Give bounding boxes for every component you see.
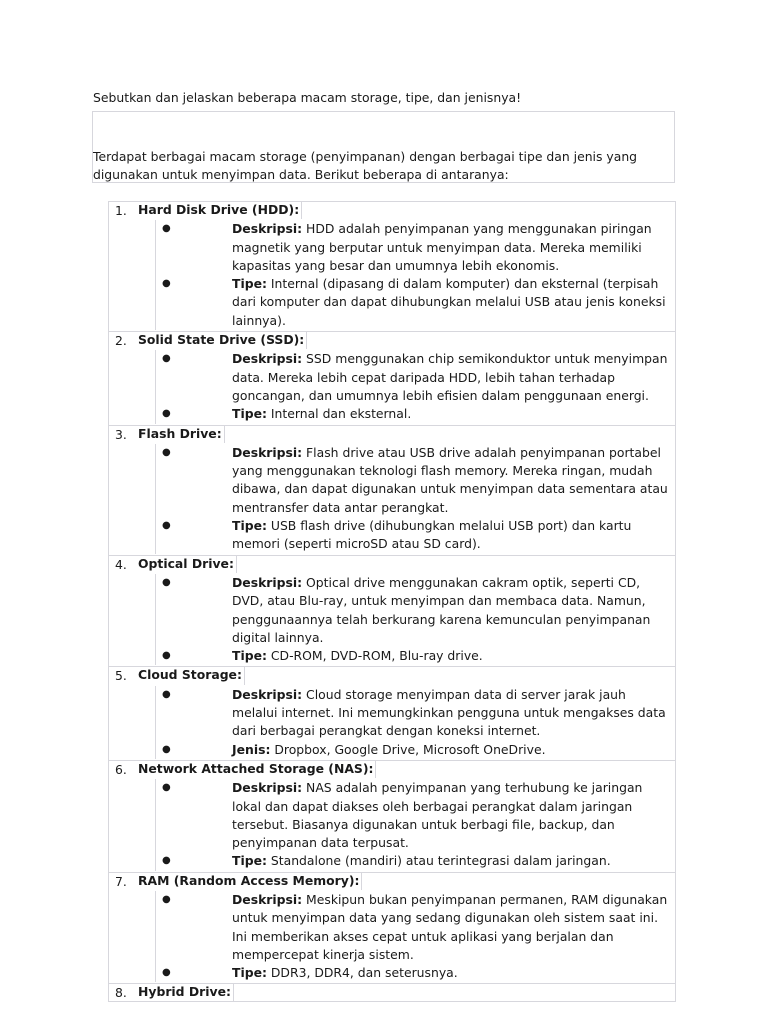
detail-text: CD-ROM, DVD-ROM, Blu-ray drive. (266, 648, 483, 664)
item-title: Solid State Drive (SSD): (138, 331, 307, 349)
detail-text: Flash drive atau USB drive adalah penyimpanan portabel yang menggunakan teknologi flash memory. Mereka ringan, mudah dibawa, dan dapat digunakan untuk menyimpan data sementara atau mentransfer data antar perangkat. (232, 444, 668, 515)
list-item-header (108, 331, 676, 349)
detail-label: Tipe: (232, 518, 267, 534)
detail-label: Deskripsi: (232, 221, 303, 237)
detail-text: Internal dan eksternal. (266, 406, 412, 422)
detail-point (155, 405, 674, 423)
detail-label: Deskripsi: (232, 444, 303, 460)
item-number: 1. (115, 203, 127, 218)
item-number: 5. (115, 668, 127, 684)
detail-point (155, 444, 674, 517)
list-item-header (108, 201, 676, 219)
item-title: Optical Drive: (138, 555, 237, 573)
detail-text: Standalone (mandiri) atau terintegrasi dalam jaringan. (266, 853, 611, 869)
storage-list (108, 201, 676, 1002)
list-item-header (108, 425, 676, 443)
detail-point (155, 891, 674, 964)
detail-text: SSD menggunakan chip semikonduktor untuk menyimpan data. Mereka lebih cepat daripada HDD, lebih tahan terhadap goncangan, dan umumnya lebih efisien dalam penggunaan energi. (232, 351, 668, 403)
item-details (108, 349, 676, 424)
detail-point (155, 220, 674, 275)
detail-label: Tipe: (232, 965, 267, 981)
list-item-header (108, 555, 676, 573)
detail-point (155, 741, 674, 759)
item-title: Flash Drive: (138, 425, 225, 443)
item-number: 6. (115, 761, 127, 777)
bullet-icon: ● (162, 650, 171, 662)
item-number: 8. (115, 985, 127, 1001)
item-details (108, 685, 676, 760)
list-item-header (108, 983, 676, 1001)
item-number: 3. (115, 426, 127, 442)
detail-text: Optical drive menggunakan cakram optik, seperti CD, DVD, atau Blu-ray, untuk menyimpan dan membaca data. Namun, penggunaannya telah berkurang karena kemunculan penyimpanan digital lainnya. (232, 574, 651, 645)
bullet-icon: ● (162, 353, 171, 365)
bullet-icon: ● (162, 520, 171, 532)
bullet-icon: ● (162, 408, 171, 420)
item-number: 4. (115, 556, 127, 572)
detail-label: Deskripsi: (232, 891, 303, 907)
detail-label: Tipe: (232, 853, 267, 869)
detail-label: Tipe: (232, 276, 267, 292)
detail-label: Deskripsi: (232, 351, 303, 367)
bullet-icon: ● (162, 278, 171, 290)
detail-point (155, 852, 674, 870)
detail-text: Dropbox, Google Drive, Microsoft OneDrive. (270, 741, 546, 757)
item-number: 7. (115, 873, 127, 889)
detail-text: USB flash drive (dihubungkan melalui USB port) dan kartu memori (seperti microSD atau SD card). (232, 518, 632, 552)
detail-text: Meskipun bukan penyimpanan permanen, RAM digunakan untuk menyimpan data yang sedang digunakan oleh sistem saat ini. Ini memberikan akses cepat untuk aplikasi yang berjalan dan mempercepat kinerja sistem. (232, 891, 668, 962)
item-details (108, 778, 676, 871)
item-title: Network Attached Storage (NAS): (138, 760, 376, 778)
item-title: Hard Disk Drive (HDD): (138, 201, 302, 219)
item-details (108, 443, 676, 555)
item-title: Cloud Storage: (138, 666, 245, 684)
list-item-header (108, 760, 676, 778)
item-details (108, 219, 676, 331)
detail-label: Tipe: (232, 648, 267, 664)
bullet-icon: ● (162, 223, 171, 235)
detail-point (155, 350, 674, 405)
detail-point (155, 964, 674, 982)
detail-text: NAS adalah penyimpanan yang terhubung ke jaringan lokal dan dapat diakses oleh berbagai perangkat dalam jaringan tersebut. Biasanya digunakan untuk berbagi file, backup, dan penyimpanan data terpusat. (232, 780, 643, 851)
item-number: 2. (115, 333, 127, 349)
bullet-icon: ● (162, 782, 171, 794)
bullet-icon: ● (162, 743, 171, 755)
bullet-icon: ● (162, 893, 171, 905)
bullet-icon: ● (162, 688, 171, 700)
detail-text: Cloud storage menyimpan data di server jarak jauh melalui internet. Ini memungkinkan pengguna untuk mengakses data dari berbagai perangkat dengan koneksi internet. (232, 686, 666, 739)
list-item-header (108, 666, 676, 684)
item-details (108, 890, 676, 983)
detail-label: Tipe: (232, 406, 267, 422)
item-title: RAM (Random Access Memory): (138, 872, 362, 890)
detail-point (155, 517, 674, 554)
detail-label: Deskripsi: (232, 686, 303, 702)
question-text: Sebutkan dan jelaskan beberapa macam storage, tipe, dan jenisnya! (93, 90, 522, 105)
detail-text: DDR3, DDR4, dan seterusnya. (266, 965, 458, 981)
detail-label: Deskripsi: (232, 574, 303, 590)
detail-point (155, 686, 674, 741)
item-title: Hybrid Drive: (138, 983, 234, 1001)
bullet-icon: ● (162, 967, 171, 979)
bullet-icon: ● (162, 855, 171, 867)
list-item-header (108, 872, 676, 890)
bullet-icon: ● (162, 446, 171, 458)
detail-label: Jenis: (232, 741, 271, 757)
item-details (108, 573, 676, 666)
bullet-icon: ● (162, 576, 171, 588)
detail-text: HDD adalah penyimpanan yang menggunakan piringan magnetik yang berputar untuk menyimpan data. Mereka memiliki kapasitas yang besar dan umumnya lebih ekonomis. (232, 221, 652, 273)
detail-point (155, 574, 674, 647)
detail-point (155, 647, 674, 665)
answer-intro: Terdapat berbagai macam storage (penyimpanan) dengan berbagai tipe dan jenis yang digunakan untuk menyimpan data. Berikut beberapa di antaranya: (93, 149, 638, 183)
detail-point (155, 275, 674, 330)
detail-label: Deskripsi: (232, 780, 303, 796)
detail-text: Internal (dipasang di dalam komputer) dan eksternal (terpisah dari komputer dan dapat dihubungkan melalui USB atau jenis koneksi lainnya). (232, 276, 666, 328)
detail-point (155, 779, 674, 852)
